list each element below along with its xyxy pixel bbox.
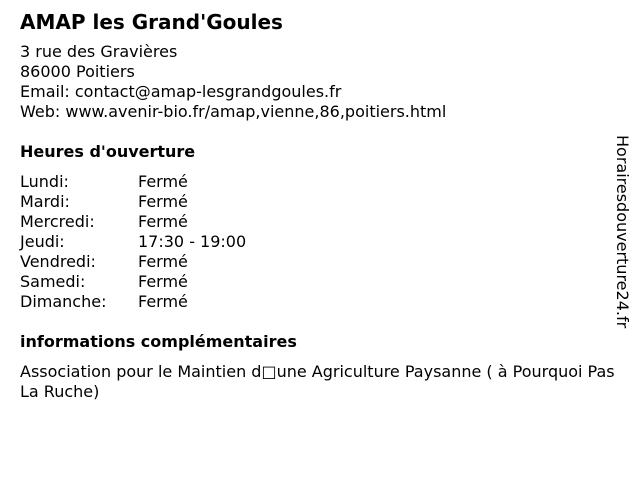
day-hours: Fermé xyxy=(138,172,188,191)
business-name: AMAP les Grand'Goules xyxy=(20,10,283,34)
day-label: Dimanche: xyxy=(20,292,107,311)
address-street: 3 rue des Gravières xyxy=(20,42,178,61)
web-line xyxy=(20,102,620,122)
day-label: Mardi: xyxy=(20,192,70,211)
day-label: Samedi: xyxy=(20,272,86,291)
web-link[interactable]: www.avenir-bio.fr/amap,vienne,86,poitiers.html xyxy=(65,102,447,121)
hours-row-tuesday xyxy=(20,192,620,212)
hours-row-sunday xyxy=(20,292,620,312)
hours-row-thursday xyxy=(20,232,620,252)
hours-row-wednesday xyxy=(20,212,620,232)
day-label: Mercredi: xyxy=(20,212,95,231)
email-label: Email: xyxy=(20,82,70,101)
email-line xyxy=(20,82,620,102)
day-hours: Fermé xyxy=(138,272,188,291)
additional-info-title: informations complémentaires xyxy=(20,332,297,351)
hours-row-friday xyxy=(20,252,620,272)
day-label: Jeudi: xyxy=(20,232,65,251)
day-hours: Fermé xyxy=(138,292,188,311)
day-hours: Fermé xyxy=(138,192,188,211)
email-link[interactable]: contact@amap-lesgrandgoules.fr xyxy=(74,82,342,101)
day-hours: Fermé xyxy=(138,212,188,231)
business-card xyxy=(20,10,620,402)
day-label: Lundi: xyxy=(20,172,69,191)
site-watermark: Horairesdouverture24.fr xyxy=(613,135,632,329)
opening-hours-title: Heures d'ouverture xyxy=(20,142,196,161)
hours-row-monday xyxy=(20,172,620,192)
day-hours: 17:30 - 19:00 xyxy=(138,232,247,251)
opening-hours-table xyxy=(20,172,620,312)
day-label: Vendredi: xyxy=(20,252,96,271)
address-city: 86000 Poitiers xyxy=(20,62,135,81)
day-hours: Fermé xyxy=(138,252,188,271)
web-label: Web: xyxy=(20,102,61,121)
additional-info-text: Association pour le Maintien d□une Agriculture Paysanne ( à Pourquoi Pas La Ruche) xyxy=(20,362,615,401)
hours-row-saturday xyxy=(20,272,620,292)
